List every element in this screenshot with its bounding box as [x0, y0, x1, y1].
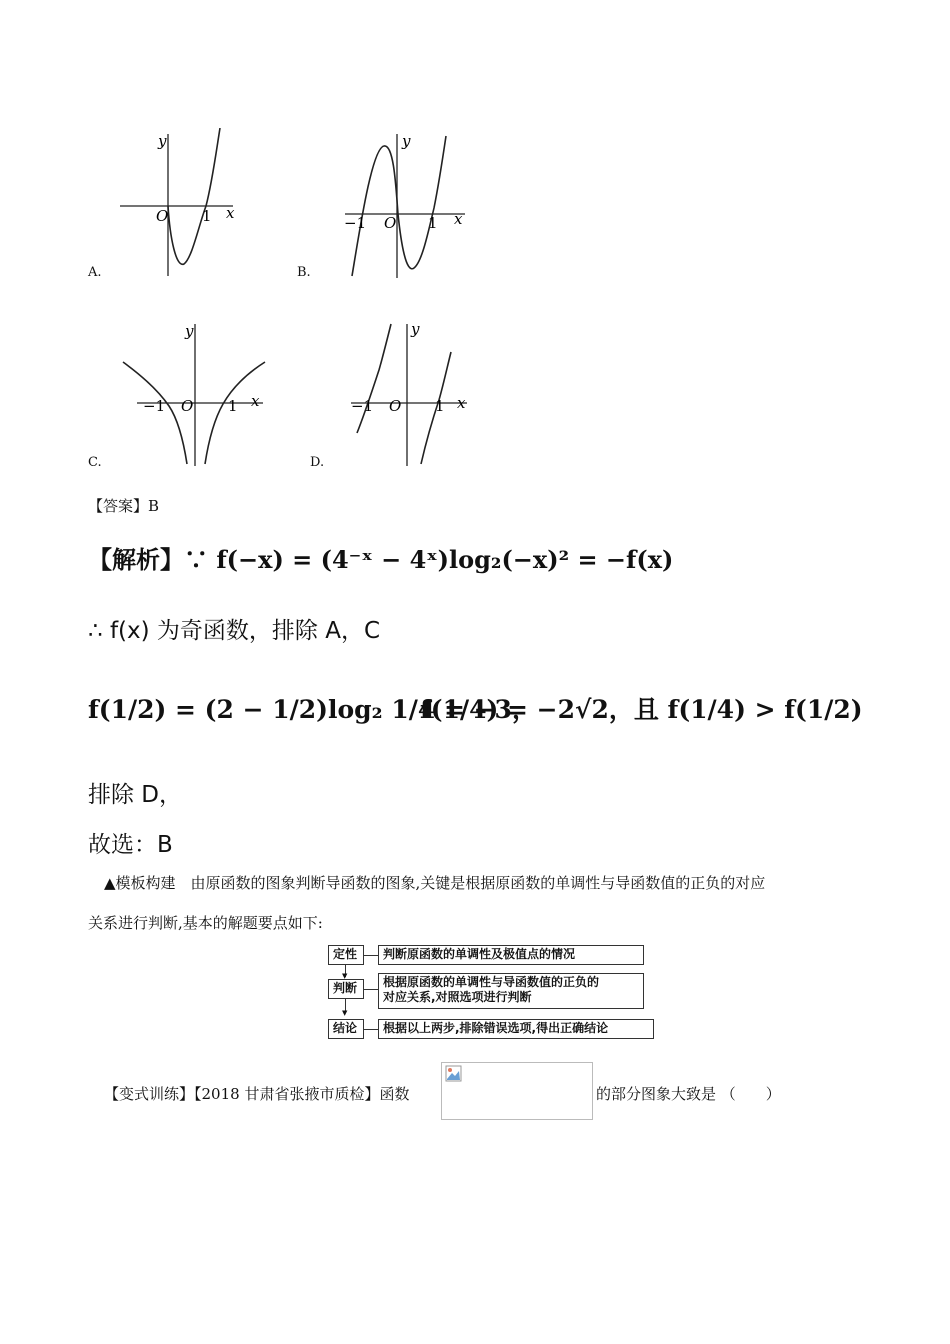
flow-step3-text: 根据以上两步,排除错误选项,得出正确结论 — [378, 1019, 654, 1039]
tick-left-label: −1 — [143, 397, 166, 415]
x-axis-label: x — [457, 394, 466, 412]
analysis-line-1: 【解析】∵ f(−x) = (4⁻ˣ − 4ˣ)log₂(−x)² = −f(x) — [88, 545, 674, 574]
y-axis-label: y — [158, 132, 167, 150]
analysis-line-3b: f(1/4) = −2√2，且 f(1/4) > f(1/2) — [420, 695, 863, 724]
x-axis-label: x — [251, 392, 260, 410]
analysis-line-2: ∴ f(x) 为奇函数，排除 A，C — [88, 618, 381, 644]
graph-b — [340, 128, 480, 283]
variant-suffix: 的部分图象大致是 （ ） — [596, 1085, 781, 1103]
tick-left-label: −1 — [351, 397, 374, 415]
origin-label: O — [389, 397, 402, 415]
flow-connector — [364, 1029, 378, 1030]
graph-c — [115, 318, 275, 468]
option-c[interactable] — [115, 318, 275, 472]
analysis-line-3a: f(1/2) = (2 − 1/2)log₂ 1/4 = −3， — [88, 695, 537, 724]
origin-label: O — [384, 214, 397, 232]
tick-right-label: 1 — [228, 397, 238, 415]
graph-a — [88, 128, 248, 283]
template-line-2: 关系进行判断,基本的解题要点如下: — [88, 914, 323, 932]
analysis-line-5: 故选：B — [88, 832, 173, 858]
flow-step2-box — [378, 973, 644, 1009]
flow-step1-label: 定性 — [328, 945, 364, 965]
flow-step1-text: 判断原函数的单调性及极值点的情况 — [378, 945, 644, 965]
option-d-label: D. — [310, 455, 325, 470]
tick-left-label: −1 — [344, 214, 367, 232]
option-a[interactable] — [88, 128, 248, 287]
template-line-1: ▲模板构建 由原函数的图象判断导函数的图象,关键是根据原函数的单调性与导函数值的正负的对应 — [104, 874, 766, 892]
flow-step2-text-2: 对应关系,对照选项进行判断 — [383, 990, 532, 1004]
broken-image-icon — [445, 1065, 463, 1083]
y-axis-label: y — [402, 132, 411, 150]
variant-prefix: 【变式训练】【2018 甘肃省张掖市质检】函数 — [104, 1085, 410, 1103]
tick-right-label: 1 — [435, 397, 445, 415]
x-axis-label: x — [226, 204, 235, 222]
answer: 【答案】B — [88, 497, 160, 515]
arrow-down-icon: ▼ — [342, 1009, 348, 1017]
origin-label: O — [181, 397, 194, 415]
option-b-label: B. — [297, 265, 311, 280]
option-a-label: A. — [88, 265, 102, 280]
flow-connector — [364, 955, 378, 956]
broken-image-placeholder — [441, 1062, 593, 1120]
graph-d — [345, 318, 475, 468]
analysis-line-4: 排除 D， — [88, 782, 183, 808]
flow-step2-label: 判断 — [328, 979, 364, 999]
tick-right-label: 1 — [428, 214, 438, 232]
flow-step3-label: 结论 — [328, 1019, 364, 1039]
flow-step2-text-1: 根据原函数的单调性与导函数值的正负的 — [383, 975, 600, 989]
flow-connector — [364, 989, 378, 990]
x-axis-label: x — [454, 210, 463, 228]
option-c-label: C. — [88, 455, 102, 470]
tick-right-label: 1 — [202, 207, 212, 225]
origin-label: O — [156, 207, 169, 225]
arrow-down-icon: ▼ — [342, 972, 348, 980]
y-axis-label: y — [185, 322, 194, 340]
flow-diagram — [328, 945, 658, 1041]
y-axis-label: y — [411, 320, 420, 338]
option-d[interactable] — [345, 318, 475, 472]
option-b[interactable] — [340, 128, 480, 287]
